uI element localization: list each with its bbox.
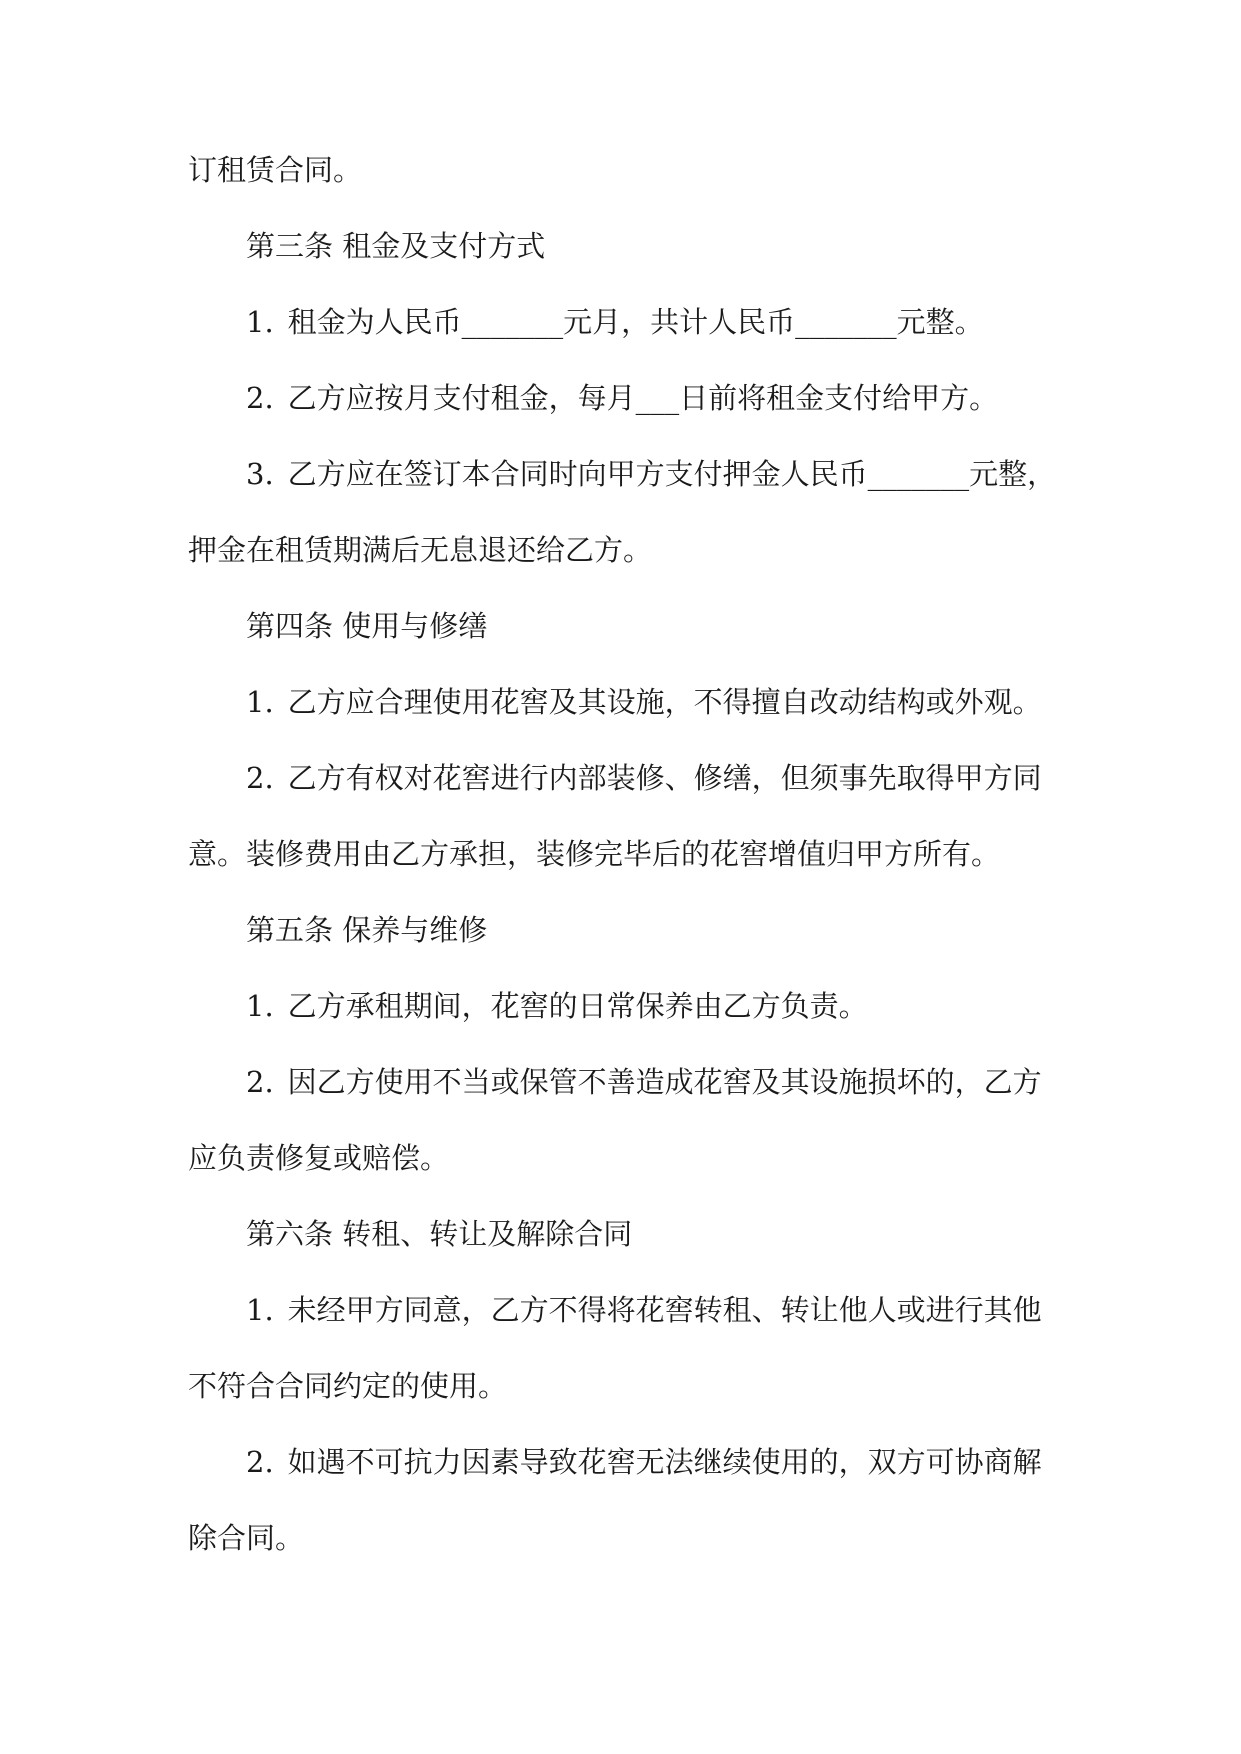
- article-4-heading: [246, 606, 487, 646]
- article-3-clause-1: [246, 302, 984, 342]
- clause-number: 2.: [246, 381, 274, 415]
- line-text: 押金在租赁期满后无息退还给乙方。: [188, 533, 653, 567]
- line-text: 除合同。: [188, 1521, 305, 1555]
- article-3-clause-3: [246, 454, 1056, 494]
- heading-text: 第六条 转租、转让及解除合同: [246, 1217, 633, 1251]
- article-6-heading: [246, 1214, 632, 1254]
- continuation-line: [188, 1366, 507, 1406]
- clause-text: 如遇不可抗力因素导致花窖无法继续使用的，双方可协商解: [287, 1445, 1042, 1479]
- clause-number: 1.: [246, 1293, 274, 1327]
- continuation-line: [188, 1518, 304, 1558]
- heading-text: 第五条 保养与维修: [246, 913, 488, 947]
- continuation-line: [188, 530, 652, 570]
- heading-text: 第三条 租金及支付方式: [246, 229, 546, 263]
- article-6-clause-2: [246, 1442, 1042, 1482]
- clause-text: 未经甲方同意，乙方不得将花窖转租、转让他人或进行其他: [287, 1293, 1042, 1327]
- continuation-line: [188, 834, 1000, 874]
- clause-number: 2.: [246, 1445, 274, 1479]
- article-5-heading: [246, 910, 487, 950]
- article-4-clause-1: [246, 682, 1042, 722]
- clause-text: 租金为人民币_______元月，共计人民币_______元整。: [287, 305, 984, 339]
- line-text: 不符合合同约定的使用。: [188, 1369, 508, 1403]
- article-6-clause-1: [246, 1290, 1042, 1330]
- clause-text: 乙方应合理使用花窖及其设施，不得擅自改动结构或外观。: [287, 685, 1042, 719]
- clause-number: 1.: [246, 305, 274, 339]
- clause-text: 乙方有权对花窖进行内部装修、修缮，但须事先取得甲方同: [287, 761, 1042, 795]
- clause-number: 2.: [246, 761, 274, 795]
- continuation-line: [188, 150, 362, 190]
- clause-text: 乙方应在签订本合同时向甲方支付押金人民币_______元整，: [287, 457, 1057, 491]
- clause-text: 乙方应按月支付租金，每月___日前将租金支付给甲方。: [287, 381, 999, 415]
- clause-number: 1.: [246, 989, 274, 1023]
- line-text: 意。装修费用由乙方承担，装修完毕后的花窖增值归甲方所有。: [188, 837, 1001, 871]
- article-5-clause-2: [246, 1062, 1042, 1102]
- article-4-clause-2: [246, 758, 1042, 798]
- continuation-line: [188, 1138, 449, 1178]
- clause-number: 3.: [246, 457, 274, 491]
- article-3-clause-2: [246, 378, 998, 418]
- clause-text: 因乙方使用不当或保管不善造成花窖及其设施损坏的，乙方: [287, 1065, 1042, 1099]
- article-3-heading: [246, 226, 545, 266]
- heading-text: 第四条 使用与修缮: [246, 609, 488, 643]
- article-5-clause-1: [246, 986, 868, 1026]
- line-text: 应负责修复或赔偿。: [188, 1141, 450, 1175]
- clause-text: 乙方承租期间，花窖的日常保养由乙方负责。: [287, 989, 868, 1023]
- clause-number: 1.: [246, 685, 274, 719]
- clause-number: 2.: [246, 1065, 274, 1099]
- line-text: 订租赁合同。: [188, 153, 363, 187]
